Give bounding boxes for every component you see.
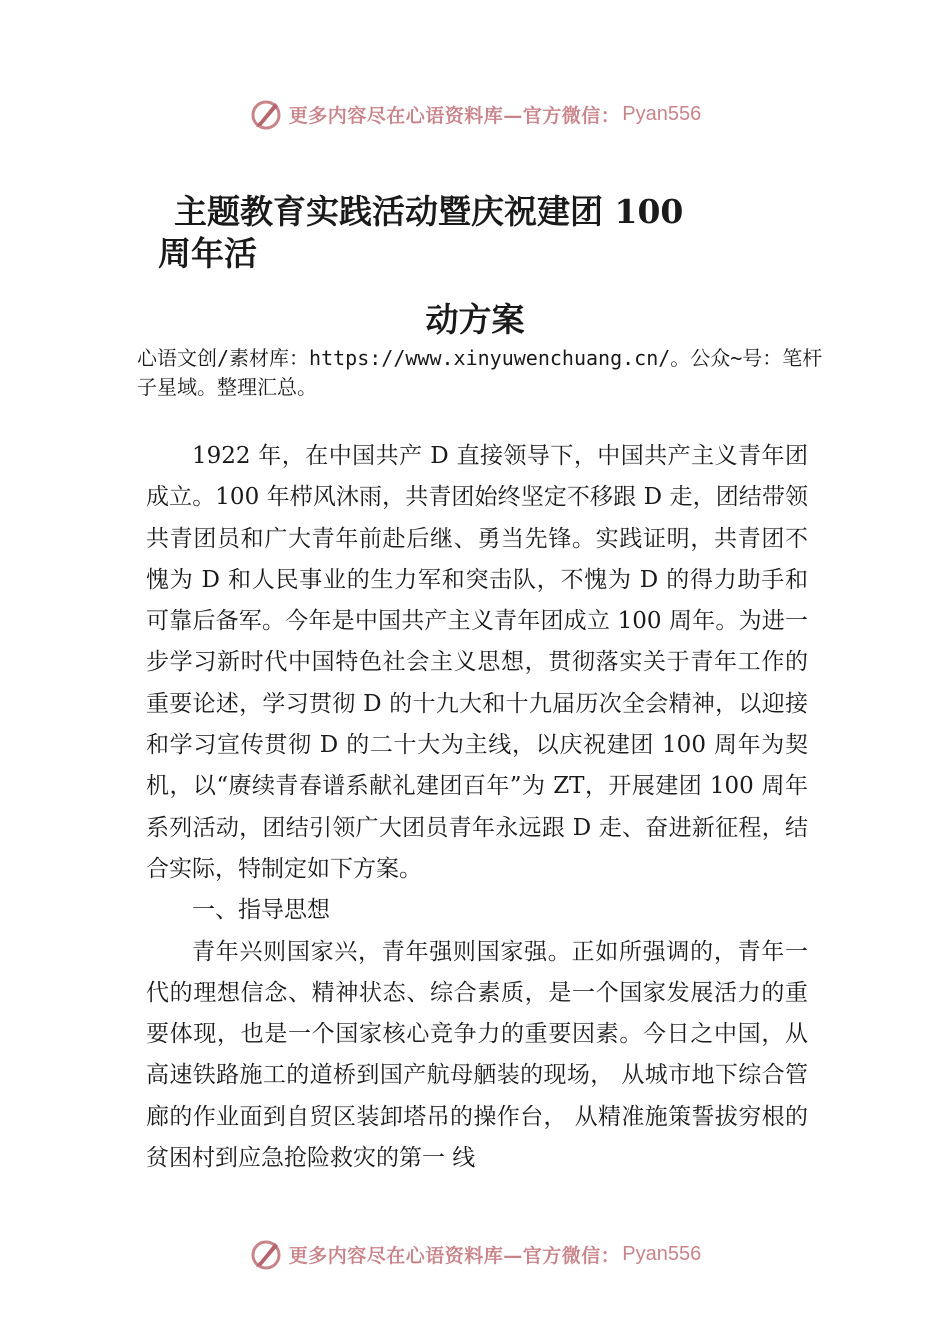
watermark-banner-bottom bbox=[0, 1232, 950, 1276]
watermark-banner-top bbox=[0, 92, 950, 136]
title-line-3: 动方案 bbox=[425, 300, 525, 339]
watermark-text: 更多内容尽在心语资料库—官方微信： bbox=[288, 104, 621, 127]
quill-logo-icon bbox=[249, 1237, 283, 1271]
watermark-text: 更多内容尽在心语资料库—官方微信： bbox=[288, 1244, 621, 1267]
quill-logo-icon bbox=[249, 97, 283, 131]
section-heading-guiding-ideology: 一、指导思想 bbox=[192, 897, 330, 924]
paragraph-intro: 1922 年，在中国共产 D 直接领导下，中国共产主义青年团成立。100 年栉风沐雨，共青团始终坚定不移跟 D 走，团结带领共青团员和广大青年前赴后继、勇当先锋。实践证明，共青团不愧为 D 和人民事业的生力军和突击队，不愧为 D 的得力助手和可靠后备军。今年是中国共产主义青年团成立 100 周年。为进一步学习新时代中国特色社会主义思想，贯彻落实关于青年工作的重要论述，学习贯彻 D 的十九大和十九届历次全会精神，以迎接和学习宣传贯彻 D 的二十大为主线，以庆祝建团 100 周年为契机，以“赓续青春谱系献礼建团百年”为 ZT，开展建团 100 周年系列活动，团结引领广大团员青年永远跟 D 走、奋进新征程，结合实际，特制定如下方案。 bbox=[146, 443, 809, 882]
watermark-account: Pyan556 bbox=[622, 102, 702, 125]
paragraph-guiding-ideology: 青年兴则国家兴，青年强则国家强。正如所强调的，青年一代的理想信念、精神状态、综合素质，是一个国家发展活力的重要体现，也是一个国家核心竞争力的重要因素。今日之中国，从高速铁路施工的道桥到国产航母舾装的现场， 从城市地下综合管廊的作业面到自贸区装卸塔吊的操作台， 从精准施策誓拔穷根的贫困村到应急抢险救灾的第一 线 bbox=[146, 938, 808, 1172]
title-line-2: 周年活 bbox=[158, 234, 257, 273]
watermark-account: Pyan556 bbox=[622, 1242, 702, 1265]
title-line-1: 主题教育实践活动暨庆祝建团 100 bbox=[174, 192, 684, 231]
document-body bbox=[146, 436, 808, 1179]
source-note: 心语文创/素材库：https://www.xinyuwenchuang.cn/。公众~号：笔杆子星域。整理汇总。 bbox=[137, 346, 823, 399]
